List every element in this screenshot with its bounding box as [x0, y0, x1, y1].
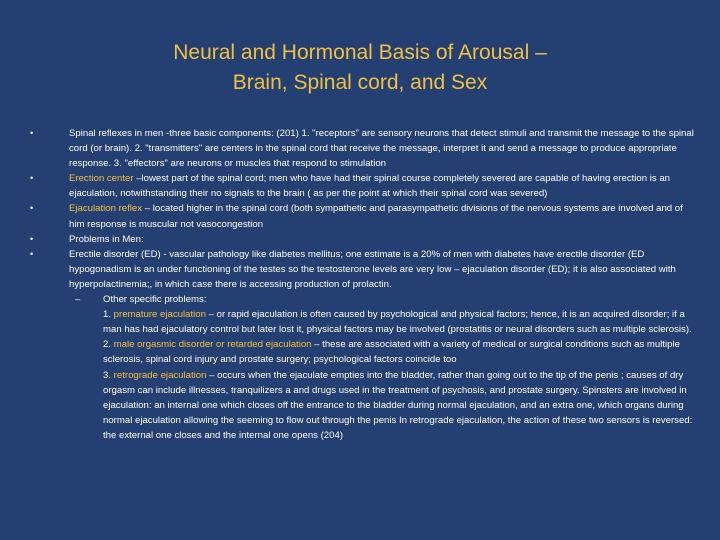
- bullet-ejaculation-reflex: [26, 201, 698, 231]
- bullet-text: Problems in Men:: [69, 233, 144, 245]
- term-male-orgasmic-disorder: male orgasmic disorder or retarded ejaculation: [113, 339, 312, 351]
- bullet-text: –lowest part of the spinal cord; men who have had their spinal course completely severed are capable of having erection is an ejaculation, notwithstanding their no signals to the brain ( as per the point at which their spinal cord was severed): [69, 173, 671, 200]
- bullet-marker: •: [30, 248, 34, 259]
- problem-retrograde-ejaculation: [26, 368, 698, 443]
- bullet-text: Spinal reflexes in men -three basic components: (201) 1. "receptors" are sensory neurons that detect stimuli and transmit the message to the spinal cord (or brain). 2. "transmitters" are centers in the spinal cord that receive the message, interpret it and send a message to produce appropriate response. 3. "effectors" are neurons or muscles that respond to stimulation: [69, 128, 694, 170]
- bullet-text: – located higher in the spinal cord (both sympathetic and parasympathetic divisions of the nervous systems are involved and of him response is muscular not vasocongestion: [69, 203, 683, 230]
- bullet-marker: •: [30, 233, 34, 244]
- bullet-marker: •: [30, 173, 34, 184]
- problem-number: 2.: [103, 339, 114, 351]
- sub-bullet-marker: –: [75, 294, 81, 306]
- problem-text: – or rapid ejaculation is often caused by psychological and physical factors; hence, it is an acquired disorder; if a man has had ejaculatory control but later lost it, physical factors may be involved (prostatitis or neural disorders such as multiple sclerosis).: [103, 309, 692, 336]
- term-erection-center: Erection center: [69, 173, 134, 185]
- bullet-erection-center: [26, 171, 698, 201]
- slide-body: [26, 126, 698, 443]
- term-ejaculation-reflex: Ejaculation reflex: [69, 203, 143, 215]
- problem-text: – these are associated with a variety of medical or surgical conditions such as multiple sclerosis, spinal cord injury and prostate surgery; psychological factors coincide too: [103, 339, 680, 366]
- bullet-spinal-reflexes: [26, 126, 698, 171]
- problem-premature-ejaculation: [26, 307, 698, 337]
- bullet-problems-in-men: [26, 232, 698, 247]
- slide-title-line-2: Brain, Spinal cord, and Sex: [232, 71, 488, 94]
- term-premature-ejaculation: premature ejaculation: [113, 309, 206, 321]
- bullet-text: Erectile disorder (ED) - vascular pathology like diabetes mellitus; one estimate is a 20% of men with diabetes have erectile disorder (ED hypogonadism is an under functioning of the testes so the testosterone levels are very low – ejaculation disorder (ED); it is also associated with hyperpolactinemia;, in which case there is accessing production of prolactin.: [69, 248, 676, 290]
- bullet-marker: •: [30, 203, 34, 214]
- problem-number: 1.: [103, 309, 114, 321]
- sub-bullet-other-problems: [26, 292, 698, 307]
- problem-text: – occurs when the ejaculate empties into the bladder, rather than going out to the tip of the penis ; causes of dry orgasm can include illnesses, tranquilizers a and drugs used in the treatment of psychosis, and prostate surgery. Spinsters are involved in ejaculation: an internal one which closes off the entrance to the bladder during normal ejaculation, and an extra one, which organs during normal ejaculation allowing the seeming to flow out through the penis In retrograde ejaculation, the action of these two sensors is reversed: the external one closes and the internal one opens (204): [103, 369, 693, 441]
- slide-title-line-1: Neural and Hormonal Basis of Arousal –: [173, 41, 547, 64]
- bullet-marker: •: [30, 128, 34, 138]
- slide-title: [0, 38, 720, 98]
- problem-male-orgasmic-disorder: [26, 337, 698, 367]
- sub-heading: Other specific problems:: [103, 294, 207, 306]
- bullet-erectile-disorder: [26, 247, 698, 292]
- term-retrograde-ejaculation: retrograde ejaculation: [113, 369, 207, 381]
- problem-number: 3.: [103, 369, 114, 381]
